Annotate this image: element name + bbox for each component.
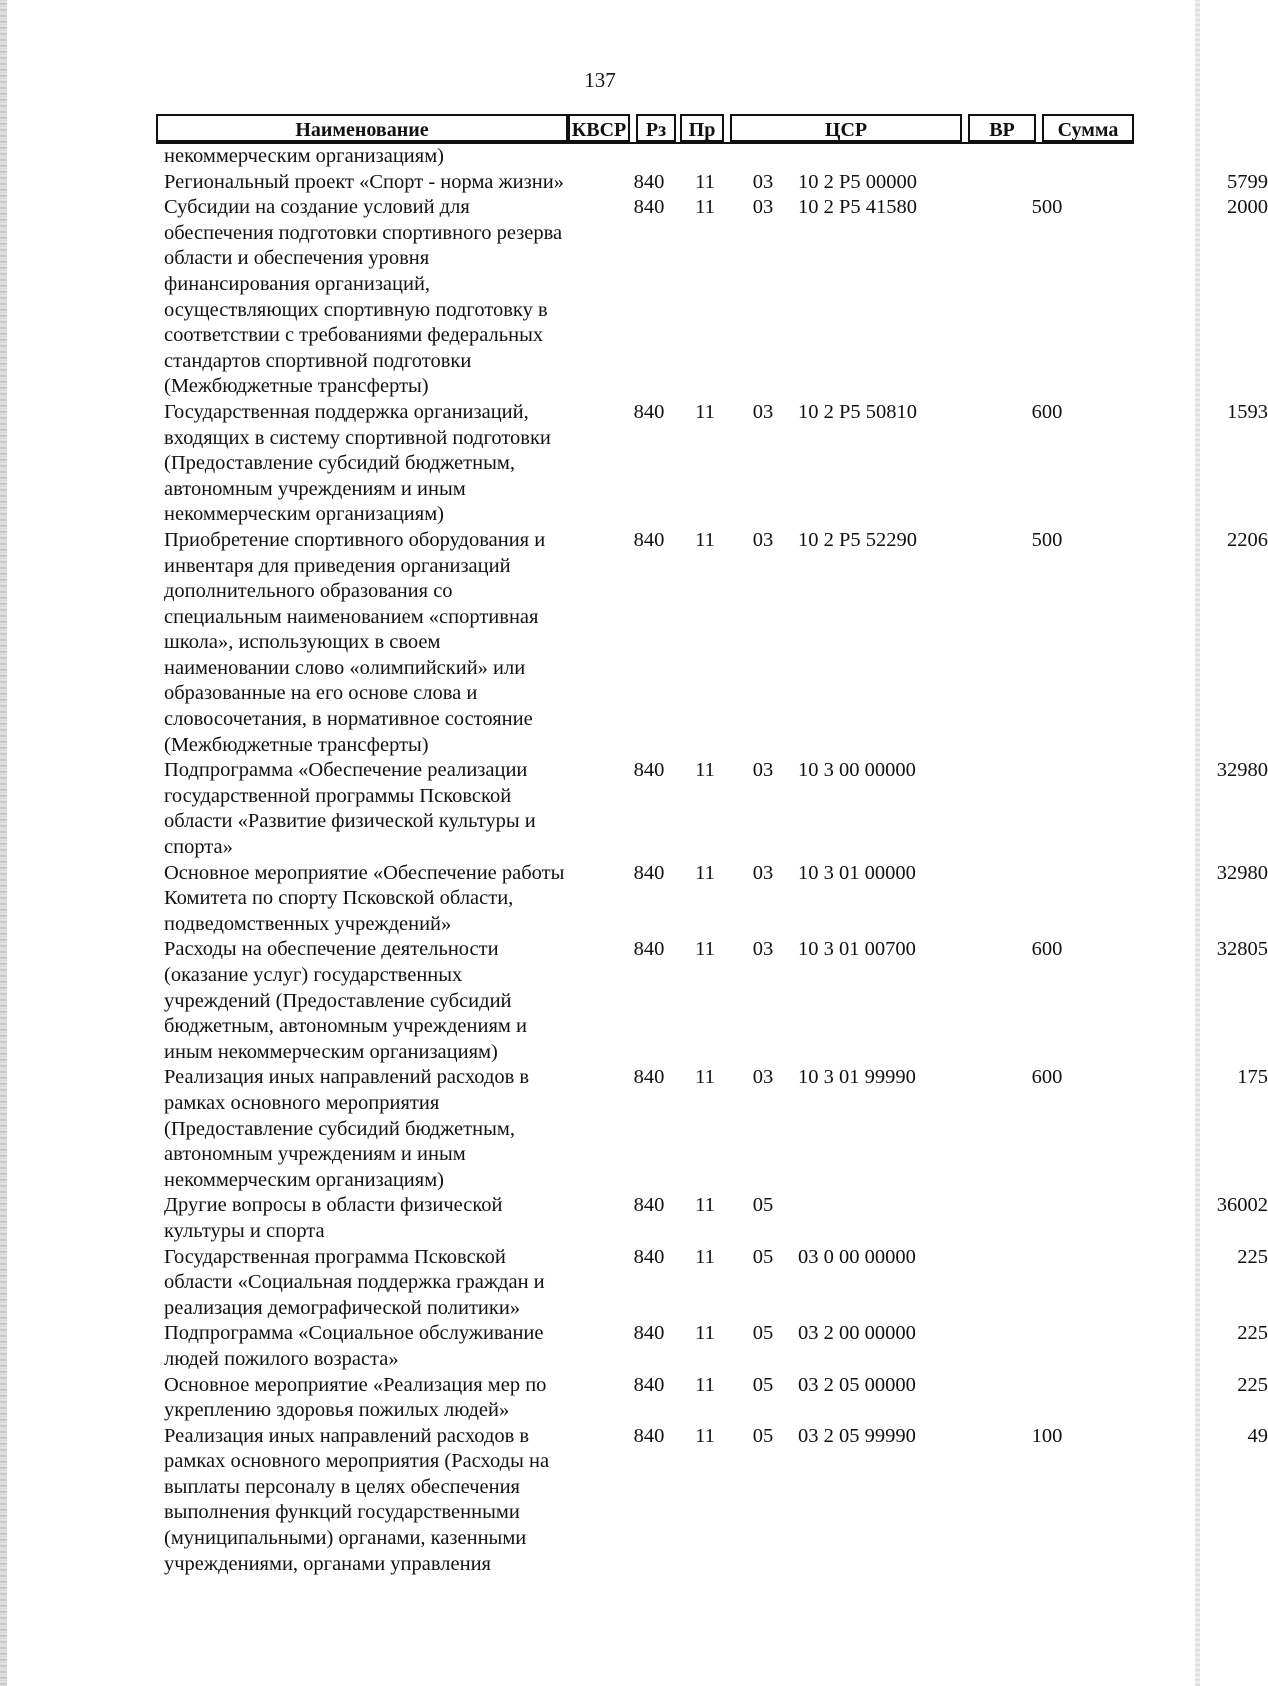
cell-name-line: государственной программы Псковской xyxy=(164,784,512,807)
cell-name-line: Подпрограмма «Обеспечение реализации xyxy=(164,759,528,782)
cell-name-line: людей пожилого возраста» xyxy=(164,1347,399,1370)
cell-name-line: школа», использующих в своем xyxy=(164,631,441,654)
cell-csr: 10 2 P5 50810 xyxy=(798,400,918,423)
cell-csr: 10 3 01 00000 xyxy=(798,861,916,884)
cell-name xyxy=(156,1321,604,1372)
table-row xyxy=(156,1424,1268,1578)
cell-kvsr: 840 xyxy=(633,1322,665,1345)
cell-sum: 32980 xyxy=(1216,759,1268,782)
cell-name-line: специальным наименованием «спортивная xyxy=(164,605,539,628)
table-row xyxy=(156,1065,1268,1193)
table-row xyxy=(156,528,1268,758)
table-row xyxy=(156,758,1268,860)
cell-sum: 175 xyxy=(1237,1066,1268,1089)
cell-name-line: соответствии с требованиями федеральных xyxy=(164,324,544,347)
cell-name-line: культуры и спорта xyxy=(164,1219,325,1242)
cell-name-line: (Межбюджетные трансферты) xyxy=(164,375,429,398)
cell-name xyxy=(156,1245,604,1322)
cell-name xyxy=(156,400,604,528)
cell-name-line: словосочетания, в нормативное состояние xyxy=(164,708,533,731)
cell-name xyxy=(156,758,604,860)
scan-edge-left xyxy=(0,0,7,1686)
header-kvsr: КВСР xyxy=(568,114,630,142)
cell-rz: 11 xyxy=(695,938,715,961)
cell-name-line: Подпрограмма «Социальное обслуживание xyxy=(164,1322,544,1345)
cell-name-line: инвентаря для приведения организаций xyxy=(164,554,511,577)
cell-sum: 2000 xyxy=(1227,196,1268,219)
cell-name-line: дополнительного образования со xyxy=(164,580,453,603)
cell-pr: 03 xyxy=(752,759,774,782)
cell-vr: 100 xyxy=(1031,1424,1063,1447)
cell-pr: 03 xyxy=(752,528,774,551)
cell-name-line: некоммерческим организациям) xyxy=(164,503,444,526)
cell-name-line: автономным учреждениям и иным xyxy=(164,1143,466,1166)
cell-kvsr: 840 xyxy=(633,196,665,219)
cell-pr: 03 xyxy=(752,938,774,961)
cell-kvsr: 840 xyxy=(633,1066,665,1089)
cell-name-line: (Межбюджетные трансферты) xyxy=(164,733,429,756)
cell-vr: 500 xyxy=(1031,196,1063,219)
table-row xyxy=(156,400,1268,528)
cell-pr: 05 xyxy=(752,1194,774,1217)
cell-name xyxy=(156,861,604,938)
cell-vr: 600 xyxy=(1031,938,1063,961)
cell-name-line: финансирования организаций, xyxy=(164,272,431,295)
cell-name-line: Основное мероприятие «Реализация мер по xyxy=(164,1373,547,1396)
cell-rz: 11 xyxy=(695,1194,715,1217)
cell-csr: 10 2 P5 00000 xyxy=(798,170,918,193)
cell-name xyxy=(156,528,604,758)
cell-sum: 225 xyxy=(1237,1373,1268,1396)
table-row xyxy=(156,170,1268,196)
cell-sum: 1593 xyxy=(1227,400,1268,423)
cell-name-line: некоммерческим организациям) xyxy=(164,1168,444,1191)
cell-rz: 11 xyxy=(695,196,715,219)
cell-name xyxy=(156,1193,604,1244)
table-row xyxy=(156,195,1268,400)
header-vr: ВР xyxy=(968,114,1036,142)
cell-rz: 11 xyxy=(695,759,715,782)
cell-pr: 05 xyxy=(752,1424,774,1447)
cell-csr: 10 3 01 99990 xyxy=(798,1066,916,1089)
cell-name-line: Комитета по спорту Псковской области, xyxy=(164,887,514,910)
cell-kvsr: 840 xyxy=(633,861,665,884)
cell-vr: 600 xyxy=(1031,1066,1063,1089)
cell-pr: 05 xyxy=(752,1245,774,1268)
cell-kvsr: 840 xyxy=(633,938,665,961)
cell-sum: 5799 xyxy=(1227,170,1268,193)
cell-pr: 03 xyxy=(752,400,774,423)
cell-name-line: области «Социальная поддержка граждан и xyxy=(164,1271,545,1294)
cell-name-line: выполнения функций государственными xyxy=(164,1501,520,1524)
cell-name-line: учреждениями, органами управления xyxy=(164,1552,491,1575)
cell-name-line: иным некоммерческим организациям) xyxy=(164,1040,498,1063)
cell-rz: 11 xyxy=(695,1322,715,1345)
cell-rz: 11 xyxy=(695,170,715,193)
cell-sum: 36002 xyxy=(1216,1194,1268,1217)
table-body xyxy=(156,144,1268,1577)
cell-name xyxy=(156,144,604,170)
cell-name xyxy=(156,195,604,400)
cell-name xyxy=(156,1065,604,1193)
cell-name-line: подведомственных учреждений» xyxy=(164,912,452,935)
cell-name-line: (Предоставление субсидий бюджетным, xyxy=(164,1117,515,1140)
cell-name-line: Основное мероприятие «Обеспечение работы xyxy=(164,861,565,884)
cell-sum: 2206 xyxy=(1227,528,1268,551)
table-row xyxy=(156,937,1268,1065)
cell-csr: 03 0 00 00000 xyxy=(798,1245,916,1268)
cell-vr: 600 xyxy=(1031,400,1063,423)
cell-name-line: Приобретение спортивного оборудования и xyxy=(164,528,546,551)
cell-sum: 225 xyxy=(1237,1322,1268,1345)
table-row xyxy=(156,1373,1268,1424)
table-row xyxy=(156,144,1134,170)
cell-name-line: реализация демографической политики» xyxy=(164,1296,521,1319)
header-pr: Пр xyxy=(680,114,724,142)
cell-kvsr: 840 xyxy=(633,759,665,782)
cell-name-line: спорта» xyxy=(164,836,233,859)
cell-name-line: области и обеспечения уровня xyxy=(164,247,430,270)
cell-pr: 03 xyxy=(752,1066,774,1089)
cell-name-line: укреплению здоровья пожилых людей» xyxy=(164,1399,510,1422)
cell-name-line: Региональный проект «Спорт - норма жизни» xyxy=(164,170,564,193)
cell-sum: 32980 xyxy=(1216,861,1268,884)
cell-name-line: Расходы на обеспечение деятельности xyxy=(164,938,499,961)
cell-csr: 03 2 00 00000 xyxy=(798,1322,916,1345)
cell-pr: 03 xyxy=(752,170,774,193)
cell-sum: 49 xyxy=(1247,1424,1268,1447)
cell-csr: 10 3 00 00000 xyxy=(798,759,916,782)
cell-name-line: учреждений (Предоставление субсидий xyxy=(164,989,512,1012)
cell-rz: 11 xyxy=(695,1424,715,1447)
cell-sum: 225 xyxy=(1237,1245,1268,1268)
cell-sum: 32805 xyxy=(1216,938,1268,961)
cell-name-line: наименовании слово «олимпийский» или xyxy=(164,656,526,679)
cell-name-line: (оказание услуг) государственных xyxy=(164,964,463,986)
cell-pr: 05 xyxy=(752,1373,774,1396)
cell-name-line: Субсидии на создание условий для xyxy=(164,196,470,219)
cell-rz: 11 xyxy=(695,1245,715,1268)
cell-name-line: бюджетным, автономным учреждениям и xyxy=(164,1015,527,1038)
cell-name-line: образованные на его основе слова и xyxy=(164,682,478,705)
cell-name-line: осуществляющих спортивную подготовку в xyxy=(164,298,548,321)
cell-name-line: Государственная поддержка организаций, xyxy=(164,400,529,423)
cell-csr: 10 3 01 00700 xyxy=(798,938,916,961)
cell-name-line: выплаты персоналу в целях обеспечения xyxy=(164,1475,520,1498)
cell-name-line: области «Развитие физической культуры и xyxy=(164,810,536,833)
cell-name-line: стандартов спортивной подготовки xyxy=(164,349,472,372)
table-row xyxy=(156,1245,1268,1322)
cell-csr: 10 2 P5 52290 xyxy=(798,528,918,551)
cell-name-line: Реализация иных направлений расходов в xyxy=(164,1066,530,1089)
cell-kvsr: 840 xyxy=(633,1194,665,1217)
cell-vr: 500 xyxy=(1031,528,1063,551)
header-csr: ЦСР xyxy=(730,114,962,142)
cell-csr: 03 2 05 00000 xyxy=(798,1373,916,1396)
cell-kvsr: 840 xyxy=(633,528,665,551)
table-row xyxy=(156,1193,1268,1244)
page-number: 137 xyxy=(584,68,616,92)
cell-name xyxy=(156,1424,604,1578)
cell-kvsr: 840 xyxy=(633,1245,665,1268)
cell-name xyxy=(156,1373,604,1424)
cell-name-line: (муниципальными) органами, казенными xyxy=(164,1527,527,1550)
cell-rz: 11 xyxy=(695,400,715,423)
cell-rz: 11 xyxy=(695,1066,715,1089)
cell-pr: 03 xyxy=(752,861,774,884)
cell-rz: 11 xyxy=(695,1373,715,1396)
cell-kvsr: 840 xyxy=(633,1373,665,1396)
cell-name-line: некоммерческим организациям) xyxy=(164,145,444,167)
cell-csr: 10 2 P5 41580 xyxy=(798,196,918,219)
cell-pr: 05 xyxy=(752,1322,774,1345)
cell-name-line: входящих в систему спортивной подготовки xyxy=(164,426,551,449)
cell-csr: 03 2 05 99990 xyxy=(798,1424,916,1447)
cell-name-line: Государственная программа Псковской xyxy=(164,1245,506,1268)
header-rz: Рз xyxy=(636,114,676,142)
cell-name xyxy=(156,170,604,196)
cell-kvsr: 840 xyxy=(633,1424,665,1447)
cell-name xyxy=(156,937,604,1065)
cell-name-line: рамках основного мероприятия (Расходы на xyxy=(164,1450,550,1473)
cell-name-line: Другие вопросы в области физической xyxy=(164,1194,503,1217)
cell-name-line: рамках основного мероприятия xyxy=(164,1091,440,1114)
cell-name-line: автономным учреждениям и иным xyxy=(164,477,466,500)
cell-rz: 11 xyxy=(695,861,715,884)
table-row xyxy=(156,1321,1268,1372)
cell-name-line: (Предоставление субсидий бюджетным, xyxy=(164,452,515,475)
cell-kvsr: 840 xyxy=(633,170,665,193)
header-sum: Сумма xyxy=(1042,114,1134,142)
table-row xyxy=(156,861,1268,938)
cell-kvsr: 840 xyxy=(633,400,665,423)
cell-name-line: обеспечения подготовки спортивного резерва xyxy=(164,221,563,244)
cell-rz: 11 xyxy=(695,528,715,551)
cell-name-line: Реализация иных направлений расходов в xyxy=(164,1424,530,1447)
header-name: Наименование xyxy=(156,114,568,142)
table-header xyxy=(156,114,1134,144)
cell-pr: 03 xyxy=(752,196,774,219)
